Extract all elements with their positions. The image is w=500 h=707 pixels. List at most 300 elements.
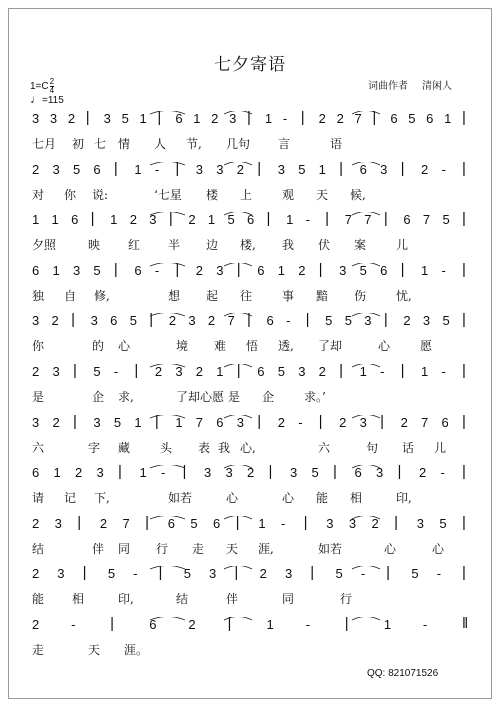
author-role: 词曲作者 (368, 81, 408, 92)
author-credit (368, 77, 466, 92)
note: 2 (318, 364, 326, 379)
lyric: 走 (32, 643, 45, 657)
barline: | (318, 260, 323, 278)
lyric: 境 (176, 339, 189, 354)
barline: | (462, 109, 466, 126)
slur-arc (150, 364, 185, 367)
slur-marks (0, 465, 500, 515)
slur-arc (224, 212, 252, 215)
lyric: 半 (168, 238, 181, 253)
barline: | (85, 109, 90, 126)
note: 2 (99, 515, 108, 531)
barline: | (227, 615, 232, 632)
note: 3 (175, 364, 183, 379)
note: 1 (175, 414, 183, 430)
lyric: 天 (226, 541, 239, 556)
note: 1 (216, 364, 224, 379)
lyric: 能 (32, 592, 45, 607)
barline: | (154, 412, 159, 430)
note: 3 (225, 465, 233, 481)
lyric: 人 (154, 137, 167, 151)
slur-arc (352, 566, 380, 569)
score-row (0, 513, 500, 566)
lyric: 儿 (396, 238, 409, 253)
slur-arc (150, 465, 185, 468)
barline: | (82, 564, 87, 582)
lyric: 涯, (258, 541, 274, 556)
note: 5 (93, 262, 101, 278)
note: 5 (411, 566, 419, 582)
barline: | (305, 311, 310, 329)
note: 1 (383, 617, 392, 632)
lyric: 修, (94, 288, 110, 303)
note: 2 (32, 161, 40, 177)
lyric: 的 (92, 339, 105, 354)
lyric: 起 (206, 288, 219, 303)
note: 3 (52, 161, 60, 177)
lyric: 是 (228, 390, 241, 404)
slur-arc (224, 516, 252, 519)
lyric: 记 (64, 491, 77, 506)
barline: | (462, 412, 466, 430)
note: 2 (400, 414, 408, 430)
slur-arc (224, 617, 252, 620)
key-label: 1=C (30, 81, 49, 93)
lyric: 头 (160, 440, 173, 455)
note: 6 (257, 364, 265, 379)
lyric: 观 (282, 187, 295, 202)
note: 3 (284, 566, 293, 582)
barline: | (400, 260, 405, 278)
note: 6 (110, 313, 118, 329)
barline: | (118, 463, 122, 481)
note: 1 (444, 111, 452, 126)
note: - (286, 313, 291, 329)
note: 6 (403, 212, 411, 228)
barline: | (333, 463, 337, 481)
score-row (0, 313, 500, 363)
note: 3 (359, 414, 367, 430)
note: 7 (421, 414, 429, 430)
note: 1 (286, 212, 294, 228)
lyric: 心 (378, 339, 391, 354)
page-title: 七夕寄语 (214, 55, 286, 75)
lyric: 七月 (32, 137, 57, 151)
note: 3 (348, 515, 357, 531)
note: 7 (227, 313, 235, 329)
lyric: 六 (32, 440, 45, 455)
barline: | (175, 159, 180, 177)
slur-arc (352, 415, 380, 418)
note: 3 (209, 566, 217, 582)
lyric: 走 (192, 541, 205, 556)
barline: | (462, 463, 466, 481)
barline: | (383, 210, 388, 228)
note: 5 (442, 212, 450, 228)
lyric: 楼, (240, 238, 256, 253)
note: 6 (32, 465, 40, 481)
lyric: 是 (32, 390, 45, 404)
score-row (0, 260, 500, 313)
lyric: 难 (214, 339, 227, 354)
note: 1 (134, 414, 142, 430)
note: 3 (72, 262, 81, 278)
note: 6 (390, 111, 398, 126)
lyric: 伴 (226, 592, 239, 607)
slur-arc (150, 617, 185, 620)
barline: | (318, 412, 323, 430)
lyric: 结 (32, 541, 45, 556)
slur-arc (224, 465, 252, 468)
note: 6 (426, 111, 434, 126)
score-row (0, 159, 500, 212)
lyric: 话 (402, 440, 415, 455)
lyric: 想 (168, 288, 181, 303)
slur-arc (224, 263, 252, 266)
lyric: 句 (366, 440, 379, 455)
note: 2 (277, 414, 285, 430)
barline: | (339, 362, 344, 379)
tempo-marking (30, 92, 64, 106)
note: 3 (49, 111, 58, 126)
lyric: 表 (198, 440, 211, 455)
barline: | (462, 159, 466, 177)
barline: | (157, 109, 162, 126)
barline: | (175, 260, 180, 278)
note: - (154, 161, 160, 177)
note: 2 (188, 617, 196, 632)
note: 2 (51, 313, 59, 329)
note: - (154, 262, 160, 278)
lyric: 言 (278, 137, 291, 151)
note: 1 (258, 515, 266, 531)
note: 3 (298, 364, 306, 379)
slur-arc (150, 263, 185, 266)
note: - (441, 262, 446, 278)
barline: ‖ (462, 615, 469, 632)
lyric: 夕照 (32, 238, 57, 253)
note: 2 (421, 161, 429, 177)
note: 3 (229, 111, 237, 126)
note: 5 (335, 566, 343, 582)
note: 1 (318, 161, 326, 177)
barline: | (145, 513, 150, 531)
lyric: 我 (282, 238, 295, 253)
note: 2 (259, 566, 267, 582)
barline: | (462, 210, 466, 228)
barline: | (247, 109, 251, 126)
lyric: 映 (88, 238, 101, 253)
slur-arc (150, 313, 185, 316)
note: 5 (311, 465, 319, 481)
barline: | (77, 513, 82, 531)
lyric: 了却心愿 (176, 390, 225, 404)
note: - (440, 465, 445, 481)
lyric: 心 (226, 491, 239, 506)
barline: | (400, 159, 405, 177)
lyric: 涯。 (124, 643, 149, 657)
slur-arc (352, 364, 380, 367)
note: - (422, 617, 428, 632)
slur-arc (352, 162, 380, 165)
lyric: 心 (384, 541, 397, 556)
barline: | (462, 564, 466, 582)
note: 3 (32, 313, 40, 329)
slur-arc (150, 111, 185, 114)
score-row (0, 111, 500, 161)
slur-marks (0, 412, 500, 465)
note: 5 (183, 566, 191, 582)
barline: | (236, 260, 241, 278)
note: 1 (359, 364, 367, 379)
tempo-value: =115 (42, 95, 64, 106)
barline: | (300, 109, 305, 126)
barline: | (257, 159, 262, 177)
lyric: 行 (340, 592, 353, 607)
barline: | (257, 412, 262, 430)
slur-marks (0, 313, 500, 363)
lyric: 相 (350, 491, 363, 506)
note: 6 (266, 313, 274, 329)
note: 2 (403, 313, 411, 329)
slur-arc (352, 111, 380, 114)
note: 5 (107, 566, 116, 582)
slur-marks (0, 260, 500, 313)
lyric: 你 (64, 187, 77, 202)
note: 3 (422, 313, 431, 329)
note: 3 (52, 364, 60, 379)
quarter-note-icon: ♩ (30, 92, 42, 106)
note: 6 (354, 465, 362, 481)
note: 5 (113, 414, 122, 430)
slur-arc (352, 617, 380, 620)
note: 2 (32, 515, 40, 531)
note: 2 (67, 111, 76, 126)
barline: | (234, 564, 239, 582)
note: 5 (129, 313, 137, 329)
score-row (0, 212, 500, 262)
note: - (298, 414, 303, 430)
note: 6 (257, 262, 265, 278)
lyric: 事 (282, 288, 295, 303)
note: - (113, 364, 119, 379)
barline: | (268, 463, 273, 481)
barline: | (182, 463, 187, 481)
note: 7 (364, 212, 372, 228)
note: 7 (354, 111, 362, 126)
note: - (282, 111, 288, 126)
time-signature-bottom: 4 (49, 86, 55, 95)
barline: | (380, 412, 384, 430)
note: 5 (442, 313, 450, 329)
note: 6 (175, 111, 183, 126)
note: 3 (32, 414, 40, 430)
lyric: 对 (32, 187, 45, 202)
lyric: 初 (72, 137, 85, 151)
note: 7 (422, 212, 431, 228)
note: - (305, 212, 310, 228)
note: 1 (51, 212, 59, 228)
note: 5 (93, 364, 101, 379)
barline: | (149, 311, 154, 329)
note: 3 (57, 566, 65, 582)
note: 1 (277, 262, 285, 278)
note: 5 (325, 313, 333, 329)
note: 2 (32, 617, 40, 632)
slur-arc (224, 111, 252, 114)
barline: | (462, 311, 466, 329)
lyric: 说: (92, 187, 109, 202)
slur-marks (0, 159, 500, 212)
note: 1 (421, 364, 429, 379)
lyric: 如若 (168, 491, 193, 506)
note: 2 (298, 262, 306, 278)
slur-arc (224, 162, 252, 165)
lyric: 自 (64, 288, 77, 303)
lyric: 独 (32, 288, 45, 303)
note: 1 (421, 262, 429, 278)
lyric: 能 (316, 491, 329, 506)
note: 2 (247, 465, 255, 481)
note: 3 (339, 262, 347, 278)
slur-arc (224, 566, 252, 569)
note: 5 (190, 515, 198, 531)
lyric: 我 (218, 440, 231, 455)
barline: | (113, 260, 118, 278)
note: - (360, 566, 366, 582)
note: 2 (32, 566, 40, 582)
note: 3 (93, 414, 101, 430)
lyric: 七 (94, 137, 107, 151)
lyric: 天 (88, 643, 101, 657)
note: 1 (139, 465, 147, 481)
barline: | (310, 564, 315, 582)
lyric: 伤 (354, 288, 367, 303)
slur-marks (0, 617, 500, 667)
note: 2 (168, 313, 177, 329)
note: 3 (32, 111, 40, 126)
note: 3 (204, 465, 212, 481)
lyric: 求, (118, 390, 134, 404)
note: 1 (53, 465, 61, 481)
slur-arc (352, 465, 380, 468)
lyric: 透, (278, 339, 294, 354)
lyric: 相 (72, 592, 85, 607)
note: 7 (344, 212, 352, 228)
note: 5 (344, 313, 352, 329)
lyric: 六 (318, 440, 331, 455)
note: - (280, 515, 286, 531)
note: 2 (129, 212, 137, 228)
barline: | (394, 513, 398, 531)
note: 2 (419, 465, 427, 481)
qq-contact: QQ: 821071526 (367, 668, 439, 679)
note: 3 (326, 515, 334, 531)
barline: | (236, 362, 241, 379)
slur-arc (352, 516, 380, 519)
slur-marks (0, 566, 500, 616)
slur-marks (0, 513, 500, 566)
lyric: 心, (240, 440, 256, 455)
barline: | (372, 109, 377, 126)
lyric: 伏 (318, 238, 331, 253)
note: 5 (72, 161, 81, 177)
slur-arc (150, 415, 185, 418)
note: 1 (264, 111, 273, 126)
note: - (305, 617, 310, 632)
lyric: 如若 (318, 541, 343, 556)
lyric: 语 (330, 137, 343, 151)
note: 3 (96, 465, 104, 481)
note: - (133, 566, 138, 582)
lyric: 心 (432, 541, 445, 556)
lyric: 节, (186, 137, 202, 151)
note: 6 (71, 212, 79, 228)
lyric: 企 (92, 390, 105, 404)
lyric: 藏 (118, 440, 131, 455)
slur-marks (0, 212, 500, 262)
lyric: 求。’ (304, 390, 326, 404)
lyric: 伴 (92, 541, 105, 556)
note: 1 (207, 212, 216, 228)
barline: | (397, 463, 402, 481)
lyric: 往 (240, 288, 253, 303)
score-row (0, 465, 500, 515)
slur-marks (0, 364, 500, 414)
note: 3 (188, 313, 196, 329)
note: 5 (359, 262, 367, 278)
note: 2 (336, 111, 344, 126)
note: - (380, 364, 385, 379)
slur-arc (224, 415, 252, 418)
barline: | (383, 311, 388, 329)
lyric: 愿 (420, 339, 433, 354)
note: 2 (52, 414, 60, 430)
note: 1 (110, 212, 118, 228)
note: 2 (188, 212, 196, 228)
barline: | (400, 362, 405, 379)
note: 6 (380, 262, 388, 278)
note: 3 (216, 161, 224, 177)
note: 6 (247, 212, 255, 228)
note: 6 (134, 262, 142, 278)
slur-arc (150, 566, 185, 569)
lyric: 下, (94, 491, 110, 506)
lyric: 请 (32, 491, 45, 506)
barline: | (462, 362, 466, 379)
barline: | (303, 513, 308, 531)
lyric: 了却 (318, 339, 343, 354)
barline: | (462, 513, 466, 531)
lyric: ‘七星 (154, 187, 182, 202)
note: 5 (121, 111, 129, 126)
note: 6 (149, 617, 157, 632)
barline: | (247, 311, 251, 329)
lyric: 印, (118, 592, 134, 607)
score-row (0, 617, 500, 667)
note: 3 (149, 212, 157, 228)
slur-arc (224, 313, 252, 316)
note: 2 (236, 161, 244, 177)
note: 3 (103, 111, 111, 126)
note: 1 (134, 161, 142, 177)
lyric: 结 (176, 592, 189, 607)
lyric: 心 (118, 339, 131, 354)
author-name: 清闲人 (422, 81, 452, 92)
barline: | (325, 210, 330, 228)
note: 1 (32, 212, 40, 228)
slur-arc (224, 364, 252, 367)
